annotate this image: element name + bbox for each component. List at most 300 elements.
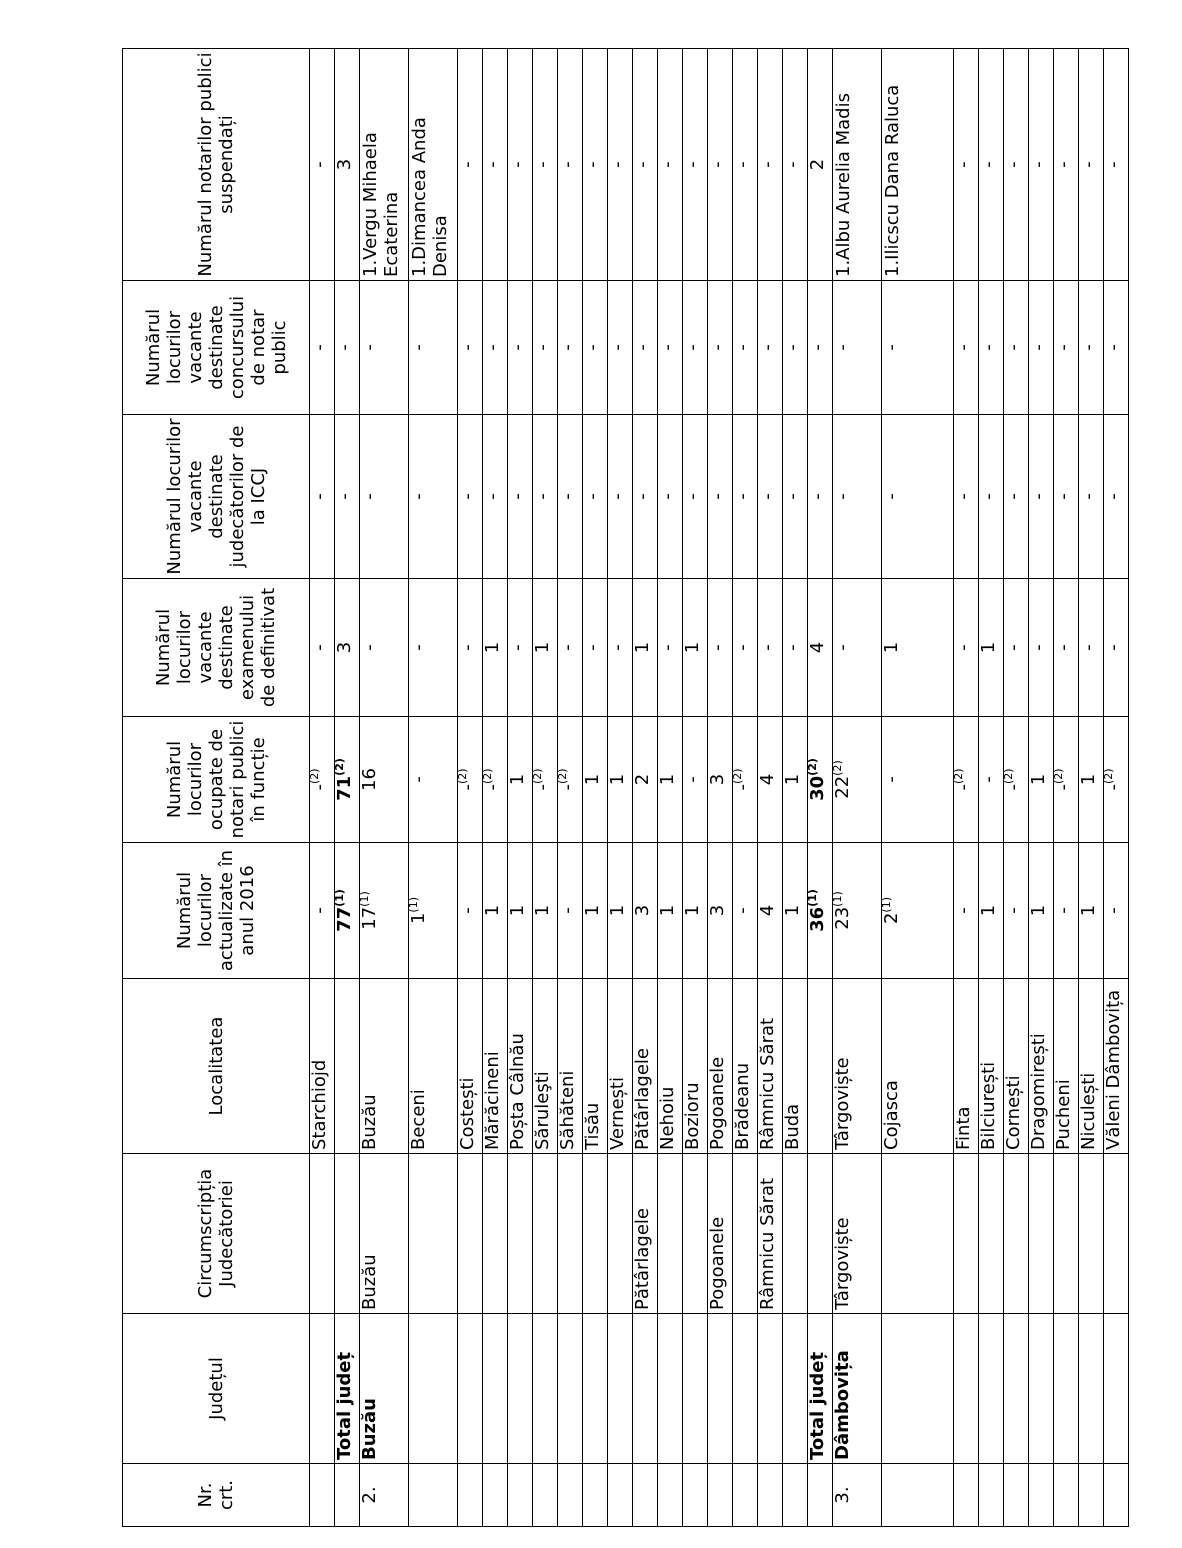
cell-localitate: Starchiojd	[310, 979, 335, 1154]
cell-circumscriptie	[658, 1154, 683, 1314]
cell-localitate: Săruleşti	[533, 979, 558, 1154]
cell-judet	[508, 1314, 533, 1464]
header-row	[123, 49, 310, 1527]
footnote-marker: (2)	[1102, 768, 1115, 785]
cell-actualizate: -	[558, 843, 583, 979]
cell-concurs: -	[808, 281, 833, 415]
cell-definitivat: -	[1079, 579, 1104, 717]
cell-localitate: Pucheni	[1054, 979, 1079, 1154]
cell-concurs: -	[1004, 281, 1029, 415]
footnote-marker: (1)	[806, 889, 819, 907]
cell-concurs: -	[758, 281, 783, 415]
cell-iccj: -	[360, 415, 409, 579]
cell-definitivat: 1	[533, 579, 558, 717]
header-suspendati: Numărul notarilor publici suspendați	[123, 49, 310, 281]
cell-iccj: -	[1104, 415, 1129, 579]
cell-localitate: Cojasca	[882, 979, 954, 1154]
cell-suspendati: -	[583, 49, 608, 281]
cell-concurs: -	[483, 281, 508, 415]
cell-circumscriptie: Pogoanele	[708, 1154, 733, 1314]
cell-circumscriptie	[954, 1154, 979, 1314]
cell-concurs: -	[508, 281, 533, 415]
cell-definitivat: -	[833, 579, 882, 717]
cell-definitivat: -	[583, 579, 608, 717]
table-row	[310, 49, 335, 1527]
footnote-marker: (2)	[1002, 768, 1015, 785]
cell-localitate: Niculești	[1079, 979, 1104, 1154]
cell-iccj: -	[833, 415, 882, 579]
cell-judet	[783, 1314, 808, 1464]
cell-suspendati: -	[733, 49, 758, 281]
cell-actualizate: -	[310, 843, 335, 979]
cell-circumscriptie	[508, 1154, 533, 1314]
cell-suspendati: -	[683, 49, 708, 281]
cell-iccj: -	[633, 415, 658, 579]
cell-concurs: -	[683, 281, 708, 415]
cell-concurs: -	[954, 281, 979, 415]
cell-judet: Dâmbovița	[833, 1314, 882, 1464]
cell-suspendati: -	[508, 49, 533, 281]
cell-judet	[608, 1314, 633, 1464]
cell-nr	[1029, 1464, 1054, 1527]
cell-nr	[335, 1464, 360, 1527]
header-judet: Județul	[123, 1314, 310, 1464]
table-row	[633, 49, 658, 1527]
cell-actualizate: 77$^{(1)}$	[335, 843, 360, 979]
cell-localitate	[808, 979, 833, 1154]
cell-ocupate: 1	[658, 717, 683, 843]
table-row	[409, 49, 458, 1527]
cell-definitivat: -	[458, 579, 483, 717]
cell-actualizate: 1	[483, 843, 508, 979]
cell-judet: Total județ	[808, 1314, 833, 1464]
footnote-marker: (2)	[308, 768, 321, 785]
cell-nr	[1004, 1464, 1029, 1527]
notary-locations-table	[122, 48, 1129, 1527]
cell-definitivat: -	[558, 579, 583, 717]
table-row	[1104, 49, 1129, 1527]
cell-suspendati: -	[310, 49, 335, 281]
cell-actualizate: 1	[533, 843, 558, 979]
cell-ocupate: -$^{(2)}$	[1104, 717, 1129, 843]
cell-nr: 3.	[833, 1464, 882, 1527]
footnote-marker: (2)	[806, 758, 819, 776]
cell-definitivat: -	[758, 579, 783, 717]
cell-circumscriptie: Buzău	[360, 1154, 409, 1314]
cell-nr	[533, 1464, 558, 1527]
footnote-marker: (1)	[831, 891, 844, 907]
cell-judet	[882, 1314, 954, 1464]
cell-judet: Total județ	[335, 1314, 360, 1464]
cell-nr	[458, 1464, 483, 1527]
cell-circumscriptie	[533, 1154, 558, 1314]
cell-nr	[633, 1464, 658, 1527]
cell-definitivat: -	[954, 579, 979, 717]
cell-iccj: -	[335, 415, 360, 579]
cell-circumscriptie: Râmnicu Sărat	[758, 1154, 783, 1314]
cell-iccj: -	[458, 415, 483, 579]
cell-judet	[458, 1314, 483, 1464]
cell-iccj: -	[1054, 415, 1079, 579]
cell-judet	[1104, 1314, 1129, 1464]
cell-concurs: -	[458, 281, 483, 415]
footnote-marker: (2)	[831, 760, 844, 776]
cell-ocupate: 3	[708, 717, 733, 843]
cell-concurs: -	[409, 281, 458, 415]
cell-circumscriptie	[1054, 1154, 1079, 1314]
cell-nr	[1079, 1464, 1104, 1527]
table-row	[1054, 49, 1079, 1527]
cell-definitivat: 1	[979, 579, 1004, 717]
table-row	[583, 49, 608, 1527]
cell-definitivat: -	[733, 579, 758, 717]
cell-nr	[808, 1464, 833, 1527]
footnote-marker: (2)	[481, 768, 494, 785]
cell-suspendati: 1.Ilicscu Dana Raluca	[882, 49, 954, 281]
table-row	[783, 49, 808, 1527]
cell-circumscriptie	[310, 1154, 335, 1314]
cell-iccj: -	[1029, 415, 1054, 579]
cell-ocupate: -$^{(2)}$	[1054, 717, 1079, 843]
cell-actualizate: 3	[633, 843, 658, 979]
cell-localitate: Costești	[458, 979, 483, 1154]
cell-actualizate: 1	[979, 843, 1004, 979]
cell-localitate: Buzău	[360, 979, 409, 1154]
cell-judet	[708, 1314, 733, 1464]
cell-definitivat: 4	[808, 579, 833, 717]
cell-judet	[533, 1314, 558, 1464]
cell-nr	[409, 1464, 458, 1527]
cell-nr	[708, 1464, 733, 1527]
cell-circumscriptie	[583, 1154, 608, 1314]
cell-circumscriptie	[882, 1154, 954, 1314]
cell-definitivat: 1	[882, 579, 954, 717]
cell-circumscriptie	[335, 1154, 360, 1314]
cell-ocupate: -$^{(2)}$	[533, 717, 558, 843]
cell-circumscriptie	[1079, 1154, 1104, 1314]
cell-nr	[979, 1464, 1004, 1527]
cell-concurs: -	[733, 281, 758, 415]
cell-ocupate: 4	[758, 717, 783, 843]
cell-circumscriptie: Târgoviște	[833, 1154, 882, 1314]
cell-definitivat: -	[608, 579, 633, 717]
cell-nr	[1104, 1464, 1129, 1527]
cell-nr	[882, 1464, 954, 1527]
cell-concurs: -	[979, 281, 1004, 415]
cell-actualizate: -	[733, 843, 758, 979]
table-row	[882, 49, 954, 1527]
cell-concurs: -	[882, 281, 954, 415]
cell-ocupate: -	[979, 717, 1004, 843]
cell-concurs: -	[633, 281, 658, 415]
cell-judet	[633, 1314, 658, 1464]
cell-nr	[508, 1464, 533, 1527]
table-row	[458, 49, 483, 1527]
cell-ocupate: -$^{(2)}$	[483, 717, 508, 843]
cell-nr	[758, 1464, 783, 1527]
table-body	[310, 49, 1129, 1527]
cell-ocupate: -	[882, 717, 954, 843]
cell-iccj: -	[583, 415, 608, 579]
cell-localitate: Bilciurești	[979, 979, 1004, 1154]
cell-circumscriptie	[409, 1154, 458, 1314]
cell-ocupate: -$^{(2)}$	[954, 717, 979, 843]
cell-suspendati: -	[708, 49, 733, 281]
footnote-marker: (2)	[952, 768, 965, 785]
table-row	[508, 49, 533, 1527]
cell-actualizate: 1	[1079, 843, 1104, 979]
cell-definitivat: -	[1029, 579, 1054, 717]
cell-suspendati: -	[533, 49, 558, 281]
table-row	[683, 49, 708, 1527]
cell-iccj: -	[533, 415, 558, 579]
cell-definitivat: -	[708, 579, 733, 717]
cell-suspendati: -	[1079, 49, 1104, 281]
cell-ocupate: 1	[583, 717, 608, 843]
cell-iccj: -	[310, 415, 335, 579]
cell-iccj: -	[733, 415, 758, 579]
cell-iccj: -	[1079, 415, 1104, 579]
cell-concurs: -	[583, 281, 608, 415]
cell-ocupate: -$^{(2)}$	[733, 717, 758, 843]
table-row	[335, 49, 360, 1527]
cell-iccj: -	[409, 415, 458, 579]
cell-actualizate: 1	[1029, 843, 1054, 979]
cell-circumscriptie	[1029, 1154, 1054, 1314]
table-row	[808, 49, 833, 1527]
cell-ocupate: -	[409, 717, 458, 843]
cell-actualizate: -	[1054, 843, 1079, 979]
cell-judet	[583, 1314, 608, 1464]
cell-concurs: -	[608, 281, 633, 415]
cell-nr	[558, 1464, 583, 1527]
table-row	[708, 49, 733, 1527]
table-row	[833, 49, 882, 1527]
cell-judet	[954, 1314, 979, 1464]
cell-ocupate: -$^{(2)}$	[458, 717, 483, 843]
cell-concurs: -	[1029, 281, 1054, 415]
cell-actualizate: 36$^{(1)}$	[808, 843, 833, 979]
cell-definitivat: -	[508, 579, 533, 717]
cell-judet: Buzău	[360, 1314, 409, 1464]
cell-ocupate: 1	[1029, 717, 1054, 843]
table-row	[954, 49, 979, 1527]
cell-actualizate: 3	[708, 843, 733, 979]
footnote-marker: (2)	[556, 768, 569, 785]
cell-ocupate: -$^{(2)}$	[310, 717, 335, 843]
cell-judet	[979, 1314, 1004, 1464]
cell-judet	[733, 1314, 758, 1464]
cell-actualizate: 1	[608, 843, 633, 979]
cell-judet	[483, 1314, 508, 1464]
footnote-marker: (2)	[333, 758, 346, 776]
cell-circumscriptie	[558, 1154, 583, 1314]
cell-nr	[483, 1464, 508, 1527]
cell-iccj: -	[758, 415, 783, 579]
header-nr: Nr. crt.	[123, 1464, 310, 1527]
cell-suspendati: 1.Albu Aurelia Madis	[833, 49, 882, 281]
cell-iccj: -	[1004, 415, 1029, 579]
cell-iccj: -	[954, 415, 979, 579]
cell-circumscriptie	[608, 1154, 633, 1314]
cell-ocupate: 1	[783, 717, 808, 843]
footnote-marker: (2)	[456, 768, 469, 785]
cell-suspendati: -	[1104, 49, 1129, 281]
cell-concurs: -	[1104, 281, 1129, 415]
header-iccj: Numărul locurilor vacante destinate judecătorilor de la ICCJ	[123, 415, 310, 579]
cell-judet	[683, 1314, 708, 1464]
cell-judet	[558, 1314, 583, 1464]
table-row	[1029, 49, 1054, 1527]
table-row	[558, 49, 583, 1527]
cell-suspendati: 3	[335, 49, 360, 281]
footnote-marker: (2)	[731, 768, 744, 785]
cell-ocupate: 22$^{(2)}$	[833, 717, 882, 843]
cell-suspendati: -	[558, 49, 583, 281]
cell-definitivat: -	[409, 579, 458, 717]
cell-localitate: Dragomirești	[1029, 979, 1054, 1154]
cell-concurs: -	[833, 281, 882, 415]
cell-iccj: -	[882, 415, 954, 579]
cell-nr	[733, 1464, 758, 1527]
footnote-marker: (1)	[333, 889, 346, 907]
cell-nr	[954, 1464, 979, 1527]
cell-suspendati: 1.Vergu Mihaela Ecaterina	[360, 49, 409, 281]
table-row	[533, 49, 558, 1527]
cell-actualizate: 1	[783, 843, 808, 979]
cell-ocupate: -$^{(2)}$	[1004, 717, 1029, 843]
cell-localitate: Nehoiu	[658, 979, 683, 1154]
cell-concurs: -	[335, 281, 360, 415]
cell-judet	[1029, 1314, 1054, 1464]
cell-suspendati: -	[1004, 49, 1029, 281]
cell-localitate: Râmnicu Sărat	[758, 979, 783, 1154]
cell-actualizate: 4	[758, 843, 783, 979]
cell-circumscriptie	[458, 1154, 483, 1314]
cell-localitate: Cornești	[1004, 979, 1029, 1154]
cell-definitivat: -	[1054, 579, 1079, 717]
cell-actualizate: 17$^{(1)}$	[360, 843, 409, 979]
cell-judet	[1079, 1314, 1104, 1464]
cell-actualizate: -	[458, 843, 483, 979]
cell-actualizate: -	[1004, 843, 1029, 979]
cell-concurs: -	[310, 281, 335, 415]
header-actualizate: Numărul locurilor actualizate în anul 2016	[123, 843, 310, 979]
cell-iccj: -	[808, 415, 833, 579]
cell-judet	[310, 1314, 335, 1464]
cell-concurs: -	[1054, 281, 1079, 415]
cell-suspendati: -	[633, 49, 658, 281]
cell-nr	[310, 1464, 335, 1527]
cell-ocupate: 2	[633, 717, 658, 843]
header-concurs: Numărul locurilor vacante destinate concursului de notar public	[123, 281, 310, 415]
cell-ocupate: 71$^{(2)}$	[335, 717, 360, 843]
cell-suspendati: -	[658, 49, 683, 281]
cell-actualizate: 1$^{(1)}$	[409, 843, 458, 979]
cell-localitate: Poșta Câlnău	[508, 979, 533, 1154]
cell-nr	[683, 1464, 708, 1527]
header-definitivat: Numărul locurilor vacante destinate examenului de definitivat	[123, 579, 310, 717]
cell-suspendati: 2	[808, 49, 833, 281]
cell-judet	[658, 1314, 683, 1464]
cell-circumscriptie: Pătârlagele	[633, 1154, 658, 1314]
rotated-page	[122, 49, 1124, 1527]
cell-localitate: Săhăteni	[558, 979, 583, 1154]
cell-localitate: Târgoviște	[833, 979, 882, 1154]
cell-ocupate: 1	[508, 717, 533, 843]
cell-concurs: -	[360, 281, 409, 415]
cell-localitate: Vernești	[608, 979, 633, 1154]
cell-actualizate: 23$^{(1)}$	[833, 843, 882, 979]
cell-ocupate: -	[683, 717, 708, 843]
cell-definitivat: -	[360, 579, 409, 717]
cell-iccj: -	[608, 415, 633, 579]
cell-nr	[583, 1464, 608, 1527]
cell-suspendati: -	[758, 49, 783, 281]
cell-ocupate: 1	[1079, 717, 1104, 843]
cell-concurs: -	[558, 281, 583, 415]
footnote-marker: (1)	[407, 896, 420, 913]
cell-actualizate: 2$^{(1)}$	[882, 843, 954, 979]
cell-judet	[1054, 1314, 1079, 1464]
cell-judet	[1004, 1314, 1029, 1464]
cell-circumscriptie	[783, 1154, 808, 1314]
cell-circumscriptie	[808, 1154, 833, 1314]
cell-iccj: -	[708, 415, 733, 579]
cell-suspendati: -	[483, 49, 508, 281]
cell-definitivat: -	[783, 579, 808, 717]
cell-iccj: -	[508, 415, 533, 579]
cell-suspendati: -	[783, 49, 808, 281]
footnote-marker: (2)	[1052, 768, 1065, 785]
cell-iccj: -	[683, 415, 708, 579]
cell-definitivat: 3	[335, 579, 360, 717]
cell-ocupate: -$^{(2)}$	[558, 717, 583, 843]
table-row	[360, 49, 409, 1527]
cell-ocupate: 16	[360, 717, 409, 843]
cell-suspendati: -	[979, 49, 1004, 281]
cell-suspendati: -	[608, 49, 633, 281]
cell-localitate: Buda	[783, 979, 808, 1154]
cell-ocupate: 30$^{(2)}$	[808, 717, 833, 843]
cell-concurs: -	[783, 281, 808, 415]
cell-iccj: -	[558, 415, 583, 579]
table-row	[1004, 49, 1029, 1527]
cell-iccj: -	[979, 415, 1004, 579]
cell-definitivat: 1	[683, 579, 708, 717]
cell-actualizate: -	[1104, 843, 1129, 979]
cell-nr	[658, 1464, 683, 1527]
cell-definitivat: -	[1004, 579, 1029, 717]
cell-concurs: -	[533, 281, 558, 415]
table-row	[658, 49, 683, 1527]
cell-circumscriptie	[1104, 1154, 1129, 1314]
table-row	[483, 49, 508, 1527]
cell-definitivat: -	[658, 579, 683, 717]
cell-localitate: Bozioru	[683, 979, 708, 1154]
footnote-marker: (2)	[531, 768, 544, 785]
cell-localitate: Beceni	[409, 979, 458, 1154]
table-row	[758, 49, 783, 1527]
cell-localitate: Văleni Dâmbovița	[1104, 979, 1129, 1154]
cell-localitate: Finta	[954, 979, 979, 1154]
cell-localitate: Brădeanu	[733, 979, 758, 1154]
footnote-marker: (1)	[880, 896, 893, 913]
cell-localitate: Pogoanele	[708, 979, 733, 1154]
cell-suspendati: -	[458, 49, 483, 281]
cell-localitate: Mărăcineni	[483, 979, 508, 1154]
cell-actualizate: -	[954, 843, 979, 979]
